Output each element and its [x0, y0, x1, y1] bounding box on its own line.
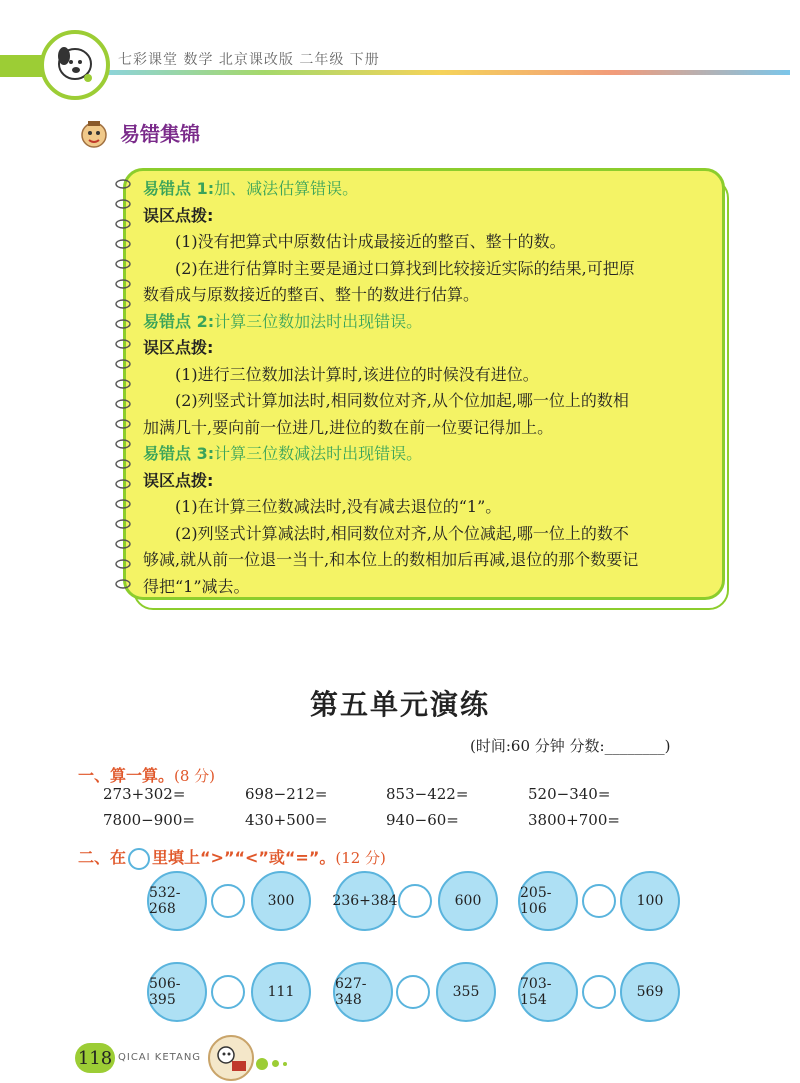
ring-icon	[116, 500, 130, 508]
expression: 520−340=	[528, 785, 611, 803]
note-paragraph: (1)在计算三位数减法时,没有减去退位的“1”。	[175, 497, 502, 516]
ring-icon	[116, 520, 130, 528]
footer-brand: QICAI KETANG	[118, 1052, 202, 1063]
error-point-heading	[143, 441, 422, 467]
left-value-bubble: 506-395	[147, 962, 207, 1022]
hint-heading: 误区点拨:	[143, 338, 214, 357]
ring-icon	[116, 560, 130, 568]
footer-dots	[256, 1053, 291, 1072]
dot-icon	[256, 1058, 268, 1070]
ring-icon	[116, 540, 130, 548]
left-value-bubble: 703-154	[518, 962, 578, 1022]
answer-circle-icon	[128, 848, 150, 870]
note-paragraph: (1)没有把算式中原数估计成最接近的整百、整十的数。	[175, 232, 566, 251]
time-score-line: (时间:60 分钟 分数:________)	[470, 737, 671, 755]
ring-icon	[116, 200, 130, 208]
mascot-logo	[40, 30, 110, 100]
ring-icon	[116, 320, 130, 328]
page-number: 118	[75, 1043, 115, 1073]
ring-icon	[116, 280, 130, 288]
answer-circle[interactable]	[582, 884, 616, 918]
q2-title-b: 里填上“>”“<”或“=”。	[152, 848, 336, 867]
ring-icon	[116, 420, 130, 428]
section-title: 易错集锦	[120, 122, 200, 146]
answer-circle[interactable]	[398, 884, 432, 918]
error-point-label: 易错点 1:	[143, 179, 215, 198]
footer-mascot-icon	[208, 1035, 254, 1081]
dot-icon	[283, 1062, 287, 1066]
answer-circle[interactable]	[211, 975, 245, 1009]
expression: 430+500=	[245, 811, 328, 829]
left-value-bubble: 532-268	[147, 871, 207, 931]
answer-circle[interactable]	[396, 975, 430, 1009]
error-point-heading	[143, 309, 422, 335]
ring-icon	[116, 460, 130, 468]
left-value-bubble: 627-348	[333, 962, 393, 1022]
right-value-bubble: 569	[620, 962, 680, 1022]
ring-icon	[116, 480, 130, 488]
ring-icon	[116, 260, 130, 268]
error-point-label: 易错点 3:	[143, 444, 215, 463]
ring-icon	[116, 440, 130, 448]
q1-score: (8 分)	[174, 767, 216, 785]
expression: 7800−900=	[103, 811, 195, 829]
header-book-info: 七彩课堂 数学 北京课改版 二年级 下册	[118, 52, 380, 68]
answer-circle[interactable]	[582, 975, 616, 1009]
left-value-bubble: 205-106	[518, 871, 578, 931]
note-paragraph-continued: 得把“1”减去。	[143, 576, 250, 596]
error-point-desc: 加、减法估算错误。	[214, 179, 359, 198]
hint-heading: 误区点拨:	[143, 205, 214, 225]
hint-heading: 误区点拨:	[143, 470, 214, 490]
unit-title: 第五单元演练	[309, 688, 490, 721]
spiral-binding	[112, 178, 134, 598]
error-point-heading	[143, 176, 358, 202]
note-paragraph: (1)进行三位数加法计算时,该进位的时候没有进位。	[175, 364, 539, 384]
expression: 853−422=	[386, 785, 469, 803]
expression: 940−60=	[386, 811, 459, 829]
note-paragraph: (2)列竖式计算减法时,相同数位对齐,从个位减起,哪一位上的数不	[175, 523, 629, 543]
ring-icon	[116, 180, 130, 188]
ring-icon	[116, 340, 130, 348]
q2-title-a: 二、在	[78, 848, 127, 867]
expression: 273+302=	[103, 785, 186, 803]
note-paragraph-continued: 数看成与原数接近的整百、整十的数进行估算。	[143, 285, 480, 304]
q2-heading	[78, 845, 386, 870]
q1-heading	[78, 763, 215, 786]
error-point-desc: 计算三位数加法时出现错误。	[214, 311, 423, 331]
error-point-desc: 计算三位数减法时出现错误。	[214, 444, 423, 463]
note-paragraph-continued: 够减,就从前一位退一当十,和本位上的数相加后再减,退位的那个数要记	[143, 550, 639, 569]
right-value-bubble: 355	[436, 962, 496, 1022]
right-value-bubble: 300	[251, 871, 311, 931]
ring-icon	[116, 400, 130, 408]
header-rainbow-bar	[90, 70, 790, 75]
ring-icon	[116, 360, 130, 368]
dot-icon	[272, 1060, 279, 1067]
ring-icon	[116, 580, 130, 588]
expression: 698−212=	[245, 785, 328, 803]
dog-mascot-icon	[44, 34, 106, 96]
right-value-bubble: 111	[251, 962, 311, 1022]
ring-icon	[116, 300, 130, 308]
right-value-bubble: 600	[438, 871, 498, 931]
error-point-label: 易错点 2:	[143, 311, 215, 331]
note-paragraph-continued: 加满几十,要向前一位进几,进位的数在前一位要记得加上。	[143, 417, 554, 437]
note-paragraph: (2)在进行估算时主要是通过口算找到比较接近实际的结果,可把原	[175, 258, 635, 278]
q2-score: (12 分)	[335, 849, 386, 867]
q1-title: 一、算一算。	[78, 766, 175, 785]
ring-icon	[116, 380, 130, 388]
note-paragraph: (2)列竖式计算加法时,相同数位对齐,从个位加起,哪一位上的数相	[175, 391, 629, 410]
ring-icon	[116, 220, 130, 228]
left-value-bubble: 236+384	[335, 871, 395, 931]
mascot-head-icon	[78, 118, 110, 150]
answer-circle[interactable]	[211, 884, 245, 918]
right-value-bubble: 100	[620, 871, 680, 931]
expression: 3800+700=	[528, 811, 620, 829]
ring-icon	[116, 240, 130, 248]
